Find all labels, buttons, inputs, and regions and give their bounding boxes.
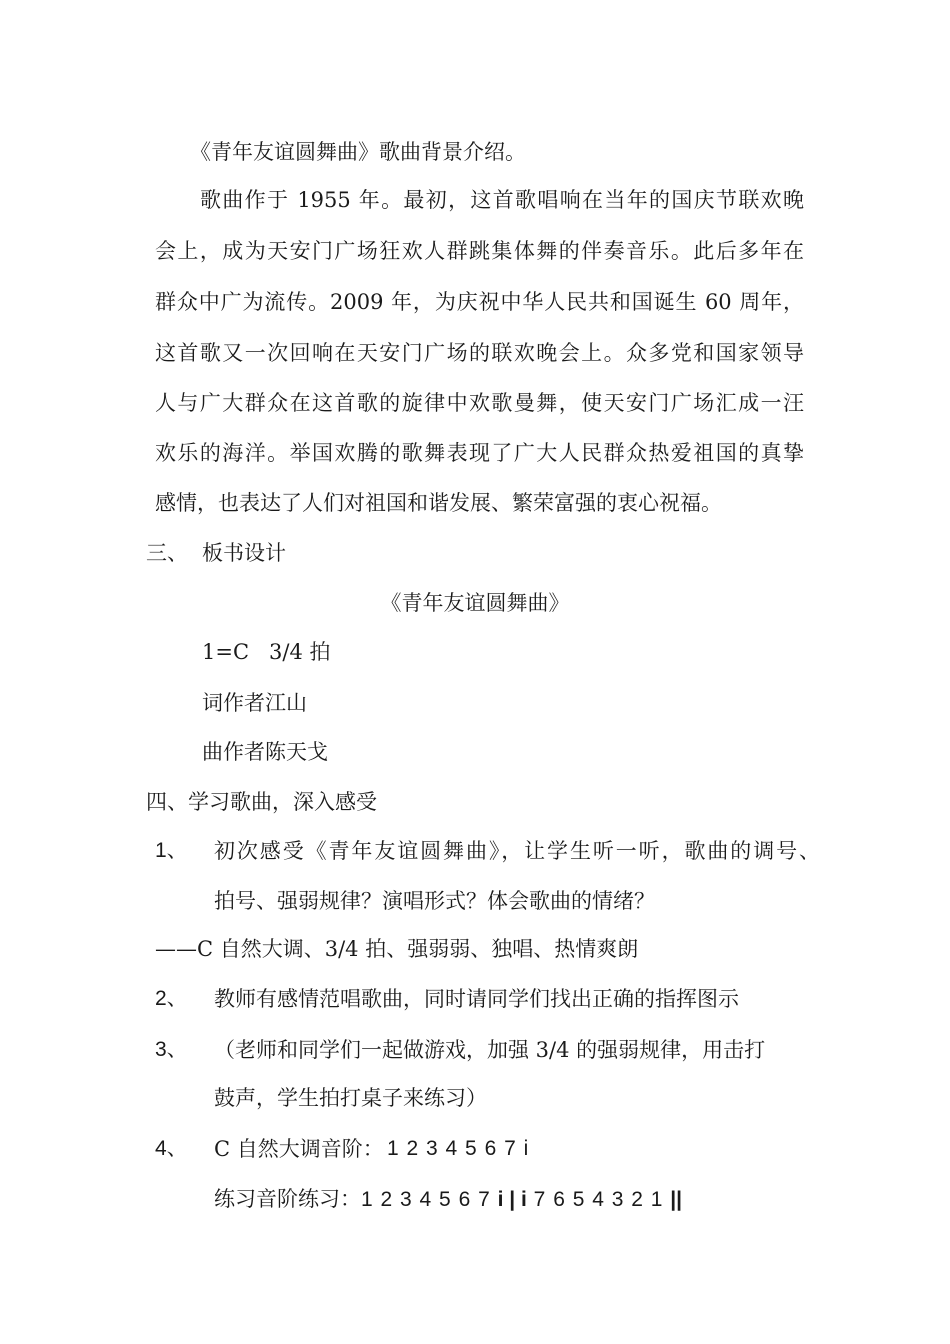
practice-high-note: i [497,1188,504,1211]
intro-title: 《青年友谊圆舞曲》歌曲背景介绍。 [190,140,526,164]
answer-line: ——C 自然大调、3/4 拍、强弱弱、独唱、热情爽朗 [155,937,639,961]
composer: 曲作者陈天戈 [202,740,328,764]
section3-title: 板书设计 [202,541,286,565]
item-text: （老师和同学们一起做游戏，加强 3/4 的强弱规律，用击打 [214,1038,766,1062]
item-text: 鼓声，学生拍打桌子来练习） [214,1086,487,1110]
paragraph-line: 感情，也表达了人们对祖国和谐发展、繁荣富强的衷心祝福。 [155,491,722,515]
paragraph-line: 欢乐的海洋。举国欢腾的歌舞表现了广大人民群众热爱祖国的真挚 [155,441,804,465]
practice-ascending: 1 2 3 4 5 6 7 [361,1188,498,1211]
paragraph-line: 歌曲作于 1955 年。最初，这首歌唱响在当年的国庆节联欢晚 [200,188,804,212]
scale-notation: 1 2 3 4 5 6 7 i [387,1137,530,1160]
item-number: 3、 [155,1038,188,1061]
practice-barline: | [503,1188,521,1211]
item-number: 4、 [155,1137,188,1160]
paragraph-line: 人与广大群众在这首歌的旋律中欢歌曼舞，使天安门广场汇成一汪 [155,391,804,415]
paragraph-line: 这首歌又一次回响在天安门广场的联欢晚会上。众多党和国家领导 [155,341,804,365]
practice-high-note: i [521,1188,527,1211]
practice-label: 练习音阶练习： [214,1187,361,1211]
practice-descending: 7 6 5 4 3 2 1 [526,1188,671,1211]
board-title: 《青年友谊圆舞曲》 [380,591,570,615]
practice-end-barline: || [670,1188,683,1211]
item-label: C 自然大调音阶： [214,1137,384,1161]
item-text: 初次感受《青年友谊圆舞曲》，让学生听一听，歌曲的调号、 [214,839,820,863]
item-text: 教师有感情范唱歌曲，同时请同学们找出正确的指挥图示 [214,987,739,1011]
item-text: 拍号、强弱规律？演唱形式？体会歌曲的情绪？ [214,889,655,913]
paragraph-line: 群众中广为流传。2009 年，为庆祝中华人民共和国诞生 60 周年， [155,290,804,314]
key-meter: 1=C 3/4 拍 [202,640,331,664]
section4-heading: 四、学习歌曲，深入感受 [146,790,377,814]
lyricist: 词作者江山 [202,691,307,715]
item-number: 2、 [155,987,188,1010]
paragraph-line: 会上，成为天安门广场狂欢人群跳集体舞的伴奏音乐。此后多年在 [155,239,804,263]
section3-number: 三、 [146,541,188,565]
item-number: 1、 [155,839,188,862]
practice-line [214,1184,682,1215]
